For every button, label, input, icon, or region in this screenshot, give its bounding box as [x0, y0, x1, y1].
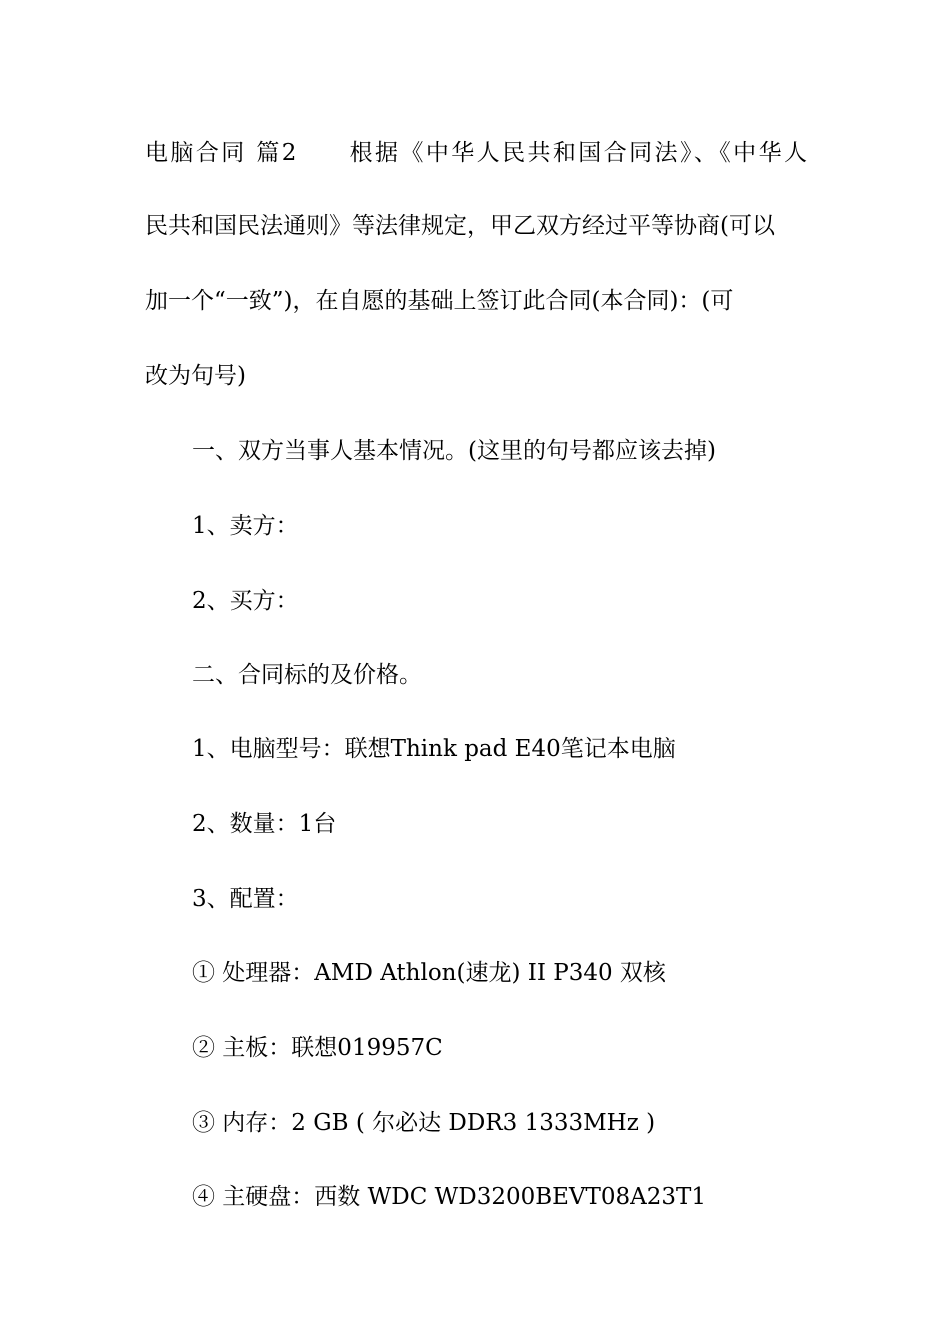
seller-field: 1、卖方： — [192, 513, 299, 539]
config-item-motherboard: ② 主板：联想019957C — [192, 1035, 443, 1061]
computer-model: 1、电脑型号：联想Think pad E40笔记本电脑 — [192, 736, 676, 762]
config-label: 3、配置： — [192, 886, 299, 912]
intro-line-3: 加一个“一致”)，在自愿的基础上签订此合同(本合同)：(可 — [145, 288, 734, 314]
buyer-field: 2、买方： — [192, 588, 299, 614]
config-item-processor: ① 处理器：AMD Athlon(速龙) II P340 双核 — [192, 960, 666, 986]
section2-heading: 二、合同标的及价格。 — [192, 662, 422, 688]
intro-line-1: 电脑合同 篇2 根据《中华人民共和国合同法》、《中华人 — [145, 140, 807, 166]
section1-heading: 一、双方当事人基本情况。(这里的句号都应该去掉) — [192, 438, 716, 464]
config-item-memory: ③ 内存：2 GB ( 尔必达 DDR3 1333MHz ) — [192, 1110, 656, 1136]
quantity: 2、数量：1台 — [192, 811, 337, 837]
intro-line-4: 改为句号) — [145, 363, 246, 389]
intro-line-2: 民共和国民法通则》等法律规定，甲乙双方经过平等协商(可以 — [145, 213, 775, 239]
config-item-harddisk: ④ 主硬盘：西数 WDC WD3200BEVT08A23T1 — [192, 1184, 706, 1210]
